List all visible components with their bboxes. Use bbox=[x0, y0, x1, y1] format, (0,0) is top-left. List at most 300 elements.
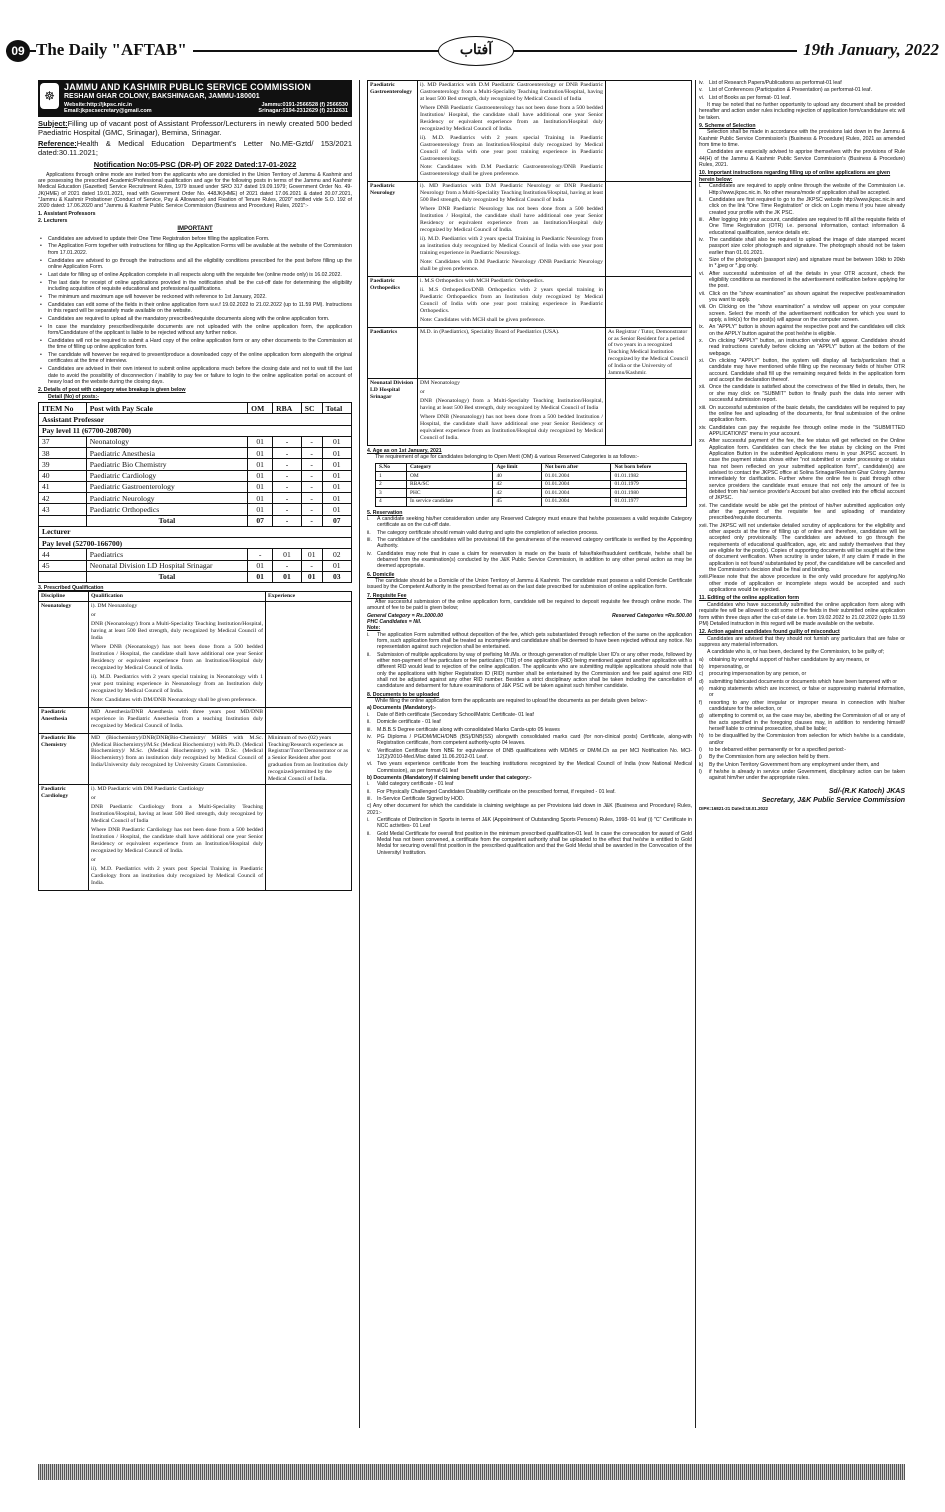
page-number: 09 bbox=[6, 40, 30, 62]
posts-total-cell: 01 bbox=[301, 571, 322, 582]
instruction-item: xiv. Candidates can pay the requisite fee through online mode in the "SUBMITTED APPLICATIONS" menu in your account. bbox=[699, 424, 905, 437]
reservation-item-text: The category certificate should remain valid during and upto the completion of selection process. bbox=[377, 529, 599, 536]
posts-row bbox=[39, 436, 352, 447]
qual-paragraph: or bbox=[91, 856, 96, 863]
misconduct-list bbox=[699, 657, 905, 782]
instruction-item-text: On clicking "APPLY" button, an instruction window will appear. Candidates should read instructions carefully before clicking an "APPLY" button at the bottom of the webpage. bbox=[709, 338, 905, 357]
instruction-item: xviii. Please note that the above procedure is the only valid procedure for applying.No other mode of application or incomplete steps would be accepted and such applications would be rejected. bbox=[699, 574, 905, 594]
intro-paragraph: Applications through online mode are invited from the applicants who are domiciled in the Union Territory of Jammu & Kashmir and are possessing the prescribed Academic/Professional qualification and age for the following posts in terms of the Jammu and Kashmir Medical Education (Gazetted) Service Recruitment Rules, 1979 issued under SRO 317 dated 19.09.1979; Government Order No. 49-JK(HME) of 2021 dated 19.01.2021, read with Government Order No. 448JK(HME) of 2021 dated 17.06.2021 & dated 20.07.2021, "Jammu & Kashmir Probationer (Conduct of Service, Pay & Allowance) and Fixation of Tenure Rules, 2020" notified vide S.O. 192 of 2020 dated: 17.06.2020 and "Jammu & Kashmir Public Service Commission (Business and Procedure) Rules, 2021":- bbox=[38, 171, 352, 210]
document-item: ii. For Physically Challenged Candidates Disability certificate on the prescribed format, if required - 01 leaf. bbox=[367, 788, 616, 795]
org-website: Website:http://jkpsc.nic.in bbox=[64, 101, 133, 108]
qualification-table bbox=[38, 591, 352, 890]
qual-discipline: Paediatric Cardiology bbox=[39, 785, 89, 890]
qual-paragraph: Note: Candidates with MCH shall be given preference. bbox=[420, 316, 546, 323]
instruction-item-text: Size of the photograph (passport size) and signature must be between 10kb to 20kb in *.jpeg or *.jpg only. bbox=[709, 256, 905, 270]
qual-paragraph: i. M.S Orthopedics with MCH Paediatric Orthopedics. bbox=[420, 277, 545, 284]
posts-cell: Paediatric Orthopedics bbox=[86, 504, 247, 515]
posts-cell: 01 bbox=[248, 560, 273, 571]
posts-header-cell: ITEM No bbox=[39, 403, 87, 414]
misconduct-item: a) obtaining by wrongful support of his/her candidature by any means, or bbox=[699, 656, 870, 663]
qual-paragraph: Where DNB Paediatric Neurology has not been done from a 500 bedded Institution / Hospital, the candidate shall have additional one year Senior Residency or equivalent experience from an Institution/Hospital duly recognized by Medical Council of India. bbox=[420, 206, 603, 234]
document-item-text: Domicile certificate - 01 leaf bbox=[377, 719, 441, 726]
misconduct-item-text: to be debarred either permanently or for a specified period:- bbox=[709, 747, 846, 754]
qual-paragraph: or bbox=[420, 389, 425, 396]
upload-note: It may be noted that no further opportunity to upload any document shall be provided hereafter and action under rules including rejection of application form/candidature etc will be taken. bbox=[699, 102, 905, 121]
misconduct-item: l) if he/she is already in service under Government, disciplinary action can be taken against him/her under the appropriate rules. bbox=[699, 769, 905, 782]
qual-paragraph: or bbox=[91, 795, 96, 802]
posts-total-cell: 07 bbox=[248, 515, 273, 526]
reservation-item: ii. The category certificate should remain valid during and upto the completion of selection process. bbox=[367, 529, 599, 536]
age-cell: 45 bbox=[493, 497, 542, 506]
misconduct-item-text: if he/she is already in service under Government, disciplinary action can be taken against him/her under the appropriate rules. bbox=[709, 769, 905, 782]
posts-cell: Neonatal Division LD Hospital Srinagar bbox=[86, 560, 247, 571]
posts-cell: - bbox=[248, 549, 273, 560]
document-item: iii. In-Service Certificate Signed by HOD. bbox=[367, 795, 465, 802]
age-row bbox=[376, 489, 687, 498]
age-row bbox=[376, 480, 687, 489]
posts-cell: - bbox=[273, 481, 302, 492]
qual-row bbox=[368, 276, 692, 327]
misconduct-item-text: making statements which are incorrect, or false or suppressing material information, or bbox=[709, 685, 905, 699]
domicile-text: The candidate should be a Domicile of the Union Territory of Jammu & Kashmir. The candidate must possess a valid Domicile Certificate issued by the Competent Authority in the prescribed format as on the last date prescribed for submission of online application form. bbox=[367, 577, 692, 591]
misconduct-item-text: By the Union Territory Government from any employment under them, and bbox=[709, 761, 880, 768]
reservation-item: iii. The candidature of the candidates will be provisional till the genuineness of the reserved category certificate is verified by the Appointing Authority. bbox=[367, 536, 692, 550]
reservation-item-text: A candidate seeking his/her consideration under any Reserved Category must ensure that he/she possesses a valid requisite Category certificate as on the cut-off date. bbox=[377, 515, 692, 529]
instruction-item-text: After successful payment of the fee, the fee status will get reflected on the Online Application form. Candidates can check the fee status by clicking on the Print Application Button in the submitted Applications menu in your JKPSC account. In case the payment status shows either "not submitted or under processing or status has not been reflected on your submitted application form", candidates(s) are advised to contact the JKPSC office at Solina Srinagar/Resham Ghar Colony Jammu immediately for clarification. Further where the online fee is paid through other service providers the candidate must ensure that not only the amount of fee is debited from his/ service provider's Account but also credited into the official account of JKPSC. bbox=[709, 438, 905, 502]
instruction-item: xiii. On successful submission of the basic details, the candidates will be required to pay the online fee and uploading of the documents, for final submission of the online application form. bbox=[699, 404, 905, 424]
posts-cell: 01 bbox=[322, 481, 351, 492]
instruction-item: vi. After successful submission of all the details in your OTR account, check the eligibility conditions as mentioned in the advertisement notification before applying for the post. bbox=[699, 270, 905, 290]
documents-text: While filing the online application form the applicants are required to upload the documents as per details given below:- bbox=[375, 698, 648, 705]
important-item: • The candidate will however be required to present/produce a downloaded copy of the online application form alongwith the original certificates at the time of interview. bbox=[48, 352, 352, 365]
qual-paragraph: ii). M.D. Paediatrics with 2 years special Training in Paediatric Gastroenterology from an Institution/Hospital duly recognized by Medical Council of India with one year post training experience in Paediatric Gastroenterology. bbox=[420, 134, 603, 162]
important-item: • Last date for filling up of online Application complete in all respects along with the requisite fee (online mode only) is 16.02.2022. bbox=[48, 272, 352, 278]
qual-paragraph: DNB (Neonatology) from a Multi-Specialty Teaching Institution/Hospital, having at least 500 Bed strength, duly recognized by Medical Council of India bbox=[420, 398, 603, 412]
reservation-item-text: Candidates may note that in case a claim for reservation is made on the basis of false/fake/fraudulent certificate, he/she shall be debarred from the examination(s) conducted by the J&K Public Service Commission, in addition to any other penal action as may be deemed appropriate. bbox=[377, 550, 692, 570]
selection-text: Selection shall be made in accordance with the provisions laid down in the Jammu & Kashmir Public Service Commission's (Business & Procedure) Rules, 2021 as amended from time to time. bbox=[699, 129, 905, 149]
age-cell: 01.01.2004 bbox=[542, 497, 611, 506]
instruction-item-text: After successful submission of all the details in your OTR account, check the eligibility conditions as mentioned in the advertisement notification before applying for the post. bbox=[709, 270, 905, 290]
age-cell: In service candidate bbox=[406, 497, 493, 506]
qual-paragraph: ii). M.D. Paediatrics with 2 years special training in Neonatology with 1 year post training experience in Neonatology from an Institution duly recognized by Medical Council of India. bbox=[91, 673, 263, 694]
qual-qualification bbox=[418, 327, 606, 379]
document-item: i. Valid category certificate - 01 leaf bbox=[367, 781, 454, 788]
qual-row bbox=[39, 785, 352, 890]
documents-category-list bbox=[367, 781, 692, 802]
qual-experience bbox=[606, 182, 692, 276]
important-item: • The Application Form together with instructions for filling up the Application Forms will be available at the website of the Commission from 17.01.2022. bbox=[48, 243, 352, 256]
qualification-heading: 3. Prescribed Qualification bbox=[38, 585, 104, 592]
document-item-text: Valid category certificate - 01 leaf bbox=[377, 781, 454, 788]
qual-discipline: Neonatal Division LD Hospital Srinagar bbox=[368, 379, 418, 446]
reservation-item: iv. Candidates may note that in case a claim for reservation is made on the basis of false/fake/fraudulent certificate, he/she shall be debarred from the examination(s) conducted by the J&K Public Service Commission, in addition to any other penal action as may be deemed appropriate. bbox=[367, 550, 692, 570]
editing-text: Candidates who have successfully submitted the online application form along with requisite fee will be allowed to edit some of the fields in their submitted online application form within three days after the cut-of date i.e. from 19.02.2022 to 21.02.2022 (upto 11.59 PM) Detailed instruction in this regard will be made available on the website. bbox=[699, 601, 905, 627]
age-row bbox=[376, 472, 687, 481]
fee-text: After successful submission of the online application form, candidate will be required to deposit requisite fee through online mode. The amount of fee to be paid is given below; bbox=[367, 598, 692, 612]
misconduct-heading: 12. Action against candidates found guilty of misconduct bbox=[699, 629, 840, 636]
posts-cell: 01 bbox=[322, 493, 351, 504]
qual-experience: Minimum of two (02) years Teaching/Research experience as Registrar/Tutor/Demonstrator or as a Senior Resident after post graduation from an Institution duly recognized/permitted by the Medical Council of India. bbox=[266, 733, 352, 785]
posts-cell: Neonatology bbox=[86, 436, 247, 447]
org-address: RESHAM GHAR COLONY, BAKSHINAGAR, JAMMU-180001 bbox=[64, 92, 260, 100]
qual-qualification bbox=[89, 733, 266, 785]
posts-cell: 01 bbox=[273, 549, 302, 560]
documents-weightage-list bbox=[367, 817, 692, 856]
qual-paragraph: i). DM Neonatology bbox=[91, 603, 138, 610]
important-item: • Candidates are advised in their own interest to submit online applications much before the closing date and not to wait till the last date to avoid the possibility of disconnection / inability to pay fee or failure to login to the online application portal on account of heavy load on the website during the closing days. bbox=[48, 366, 352, 385]
instruction-item: xv. After successful payment of the fee, the fee status will get reflected on the Online Application form. Candidates can check the fee status by clicking on the Print Application Button in the submitted Applications menu in your JKPSC account. In case the payment status shows either "not submitted or under processing or status has not been reflected on your submitted application form", candidates(s) are advised to contact the JKPSC office at Solina Srinagar/Resham Ghar Colony Jammu immediately for clarification. Further where the online fee is paid through other service providers the candidate must ensure that not only the amount of fee is debited from his/ service provider's Account but also credited into the official account of JKPSC. bbox=[699, 438, 905, 502]
document-item: v. List of Conferences (Participation & Presentation) as performat-01 leaf. bbox=[699, 87, 872, 94]
important-heading: IMPORTANT bbox=[177, 226, 213, 233]
age-cell: 1 bbox=[376, 472, 407, 481]
posts-total-cell: - bbox=[301, 515, 322, 526]
qual-discipline: Paediatric Gastroenterology bbox=[368, 81, 418, 182]
qual-paragraph: M.D. in (Paediatrics), Speciality Board of Paediatrics (USA). bbox=[420, 328, 560, 335]
posts-cell: 01 bbox=[248, 493, 273, 504]
posts-cell: - bbox=[273, 504, 302, 515]
newspaper-title: The Daily "AFTAB" bbox=[36, 40, 193, 61]
age-cell: 40 bbox=[493, 472, 542, 481]
posts-header-cell: OM bbox=[248, 403, 273, 414]
qual-qualification bbox=[418, 182, 606, 276]
fee-reserved: Reserved Categories =Rs.500.00 bbox=[611, 612, 692, 619]
qual-qualification bbox=[89, 707, 266, 733]
posts-total-cell: 01 bbox=[248, 571, 273, 582]
posts-cell: - bbox=[301, 481, 322, 492]
documents-weightage-list-continued bbox=[699, 80, 905, 101]
qual-paragraph: DM Neonatology bbox=[420, 380, 460, 387]
posts-total-cell: Total bbox=[86, 515, 247, 526]
instruction-item-text: On Clicking on the "show examination" a window will appear on your computer screen. Select the month of the advertisement notification for which you want to apply, a link(s) for the post(s) will appear on the computer screen. bbox=[709, 304, 905, 324]
posts-header-cell: Total bbox=[322, 403, 351, 414]
instruction-item: ix. An "APPLY" button is shown against the respective post and the candidates will click on the APPLY button against the post he/she is eligible. bbox=[699, 324, 905, 337]
document-item: iii. M.B.B.S Degree certificate along with consolidated Marks Cards-upto 05 leaves bbox=[367, 726, 560, 733]
age-row bbox=[376, 497, 687, 506]
subject: Subject:Filling up of vacant post of Assistant Professor/Lecturers in newly created 500 beded Paediatric Hospital (GMC, Srinagar), Bemina, Srinagar. bbox=[38, 118, 352, 137]
misconduct-text: Candidates are advised that they should not furnish any particulars that are false or suppress any material information. bbox=[699, 635, 905, 648]
misconduct-item: b) impersonating, or bbox=[699, 663, 750, 670]
posts-cell: 45 bbox=[39, 560, 87, 571]
instruction-item: xvi. The candidate would be able get the printout of his/her submitted application only after the payment of the requisite fee and uploading of mandatory prescribed/requisite documents. bbox=[699, 502, 905, 522]
document-item: ii. Gold Medal Certificate for overall first position in the minimum prescribed qualification-01 leaf. In case the convocation for award of Gold Medal has not been convened, a certificate from the competent authority shall be uploaded to the effect that he/she is entitled to Gold Medal for securing overall first position in the prescribed qualification and that the Gold Medal shall be awarded in the Convocation of the University/ Institution. bbox=[367, 830, 692, 856]
instruction-item-text: Candidates are first required to go to the JKPSC website http://www.jkpsc.nic.in and click on the link "One Time Registration" or click on Login menu if you have already created your profile with the JK PSC. bbox=[709, 196, 905, 216]
age-cell: PHC bbox=[406, 489, 493, 498]
qual-row bbox=[368, 379, 692, 446]
misconduct-item-text: attempting to commit or, as the case may be, abetting the Commission of all or any of the acts specified in the foregoing clauses may, in addition to rendering himself/ herself liable to criminal prosecution, shall be liable; bbox=[709, 713, 905, 732]
age-cell: 42 bbox=[493, 480, 542, 489]
note-list bbox=[367, 632, 692, 690]
posts-cell: - bbox=[273, 436, 302, 447]
document-item-text: List of Research Papers/Publications as performat-01 leaf bbox=[709, 80, 842, 86]
instruction-item: i. Candidates are required to apply online through the website of the Commission i.e. Http://www.jkpsc.nic.in. No other means/mode of application shall be accepted. bbox=[699, 183, 905, 196]
posts-cell: 01 bbox=[322, 459, 351, 470]
age-cell: 42 bbox=[493, 489, 542, 498]
posts-table bbox=[38, 402, 352, 583]
qual-discipline: Paediatric Neurology bbox=[368, 182, 418, 276]
instruction-item-text: After logging into your account, candidates are required to fill all the requisite fields of One Time Registration (OTR) i.e. personal information, contact information & educational qualification, service details etc. bbox=[709, 216, 905, 236]
important-item: • The minimum and maximum age will however be reckoned with reference to 1st January, 2022. bbox=[48, 294, 352, 300]
posts-row bbox=[39, 493, 352, 504]
org-jammu-phone: Jammu:0191-2566528 (f) 2566530 bbox=[261, 101, 348, 108]
posts-cell: Paediatric Cardiology bbox=[86, 470, 247, 481]
column-divider bbox=[695, 80, 696, 1428]
signature: Sd/-(R.K Katoch) JKAS bbox=[828, 787, 905, 795]
org-srinagar-phone: Srinagar:0194-2312629 (f) 2312631 bbox=[258, 108, 348, 115]
posts-cell: 01 bbox=[322, 436, 351, 447]
posts-total-cell bbox=[39, 571, 87, 582]
misconduct-item: i) to be debarred either permanently or for a specified period:- bbox=[699, 747, 846, 754]
fee-heading: 7. Requisite Fee bbox=[367, 592, 407, 599]
misconduct-item: j) By the Commission from any selection held by them. bbox=[699, 754, 830, 761]
posts-total-cell: 07 bbox=[322, 515, 351, 526]
note-label: Note: bbox=[367, 625, 381, 632]
assistant-professor-pay-cell: Pay level 11 (67700-208700) bbox=[39, 425, 352, 436]
column-3 bbox=[699, 80, 905, 1428]
qual-header-cell: Experience bbox=[266, 592, 352, 602]
posts-cell: 01 bbox=[322, 448, 351, 459]
qual-qualification bbox=[89, 602, 266, 707]
issue-date: 19th January, 2022 bbox=[797, 40, 939, 61]
reservation-list bbox=[367, 516, 692, 570]
age-cell: 01.01.2004 bbox=[542, 489, 611, 498]
posts-cell: Paediatric Anesthesia bbox=[86, 448, 247, 459]
qual-paragraph: Where DNB (Neonatology) has not been done from a 500 bedded Institution / Hospital, the candidate shall have additional one year Senior Residency or equivalent experience from an Institution/Hospital duly recognized by Medical Council of India. bbox=[420, 414, 603, 441]
qualification-table-continued bbox=[367, 80, 692, 446]
details-heading: 2. Details of post with category wise breakup is given below bbox=[38, 387, 186, 394]
masthead bbox=[6, 40, 939, 72]
note-item: i. The application Form submitted without deposition of the fee, which gets substantiated through reflection of the same on the application form, such application form shall be treated as incomplete and candidature shall be deemed to have been rejected without any notice. No representation against such rejection shall be entertained. bbox=[367, 631, 692, 651]
posts-cell: 40 bbox=[39, 470, 87, 481]
misconduct-item-text: submitting fabricated documents or documents which have been tampered with or bbox=[709, 678, 898, 685]
qual-paragraph: DNB Paediatric Cardiology from a Multi-Speciality Teaching Institution/Hospital, having at least 500 Bed strength, duly recognized by Medical Council of India bbox=[91, 804, 263, 825]
posts-cell: - bbox=[301, 560, 322, 571]
document-item-text: Date of Birth certificate (Secondary School/Matric Certificate- 01 leaf bbox=[377, 711, 534, 718]
age-cell: 2 bbox=[376, 480, 407, 489]
posts-header-cell: SC bbox=[301, 403, 322, 414]
important-item: • Candidates are required to upload all the mandatory prescribed/requisite documents along with the online application form. bbox=[48, 316, 352, 322]
qual-row bbox=[368, 182, 692, 276]
documents-heading: 8. Documents to be uploaded bbox=[367, 691, 440, 698]
misconduct-item: k) By the Union Territory Government from any employment under them, and bbox=[699, 761, 880, 768]
notification-number: Notification No:05-PSC (DR-P) OF 2022 Dated:17-01-2022 bbox=[93, 160, 297, 170]
qual-header-cell: Discipline bbox=[39, 592, 89, 602]
qual-experience bbox=[266, 785, 352, 890]
document-item: iv. PG Diploma / PG/DM/MCH/DNB (BS)/DNB(SS) alongwith consolidated marks card (for non-clinical posts) Certificate, along-with Registration certificate, from competent authority-upto 04 leaves. bbox=[367, 733, 692, 747]
selection-text: Candidates are especially advised to apprise themselves with the provisions of Rule 44(H) of the Jammu & Kashmir Public Service Commission's (Business & Procedure) Rules, 2021. bbox=[699, 149, 905, 169]
posts-total-cell: 01 bbox=[273, 571, 302, 582]
posts-row bbox=[39, 549, 352, 560]
instruction-item-text: Click on the "show examination" as shown against the respective post/examination you want to apply. bbox=[709, 290, 905, 303]
lecturer-heading-cell: Lecturer bbox=[39, 526, 352, 537]
instruction-item: iv. The candidate shall also be required to upload the image of date stamped recent passport size color photograph and signature. The photograph should not be taken earlier than 01.01.2021. bbox=[699, 236, 905, 256]
posts-cell: 44 bbox=[39, 549, 87, 560]
document-item-text: Two years experience certificate from the teaching institutions recognized by the Medical Council of India (now National Medical Commission), as per format-01 leaf bbox=[377, 761, 692, 774]
misconduct-subtext: A candidate who is, or has been, declared by the Commission, to be guilty of; bbox=[707, 649, 885, 656]
posts-cell: - bbox=[301, 493, 322, 504]
posts-cell: 01 bbox=[248, 470, 273, 481]
instruction-item-text: Once the candidate is satisfied about the correctness of the filled in details, then, he or she may click on "SUBMIT" button to finally push the data into server with successful submission report. bbox=[709, 384, 905, 404]
misconduct-item-text: procuring impersonation by any person, or bbox=[709, 671, 807, 678]
assistant-professor-heading bbox=[39, 414, 352, 425]
reference: Reference:Health & Medical Education Department's Letter No.ME-Gztd/ 153/2021 dated:30.11.2021; bbox=[38, 139, 352, 157]
qual-paragraph: Note: Candidates with DM/DNB Neonatology shall be given preference. bbox=[91, 696, 257, 703]
posts-row bbox=[39, 470, 352, 481]
posts-total-cell: 03 bbox=[322, 571, 351, 582]
fee-phc: PHC Candidates = Nil. bbox=[367, 619, 422, 625]
qual-experience: As Registrar / Tutor, Demonstrator or as Senior Resident for a period of two years in a recognized Teaching Medical Institution recognized by the Medical Council of India or the University of Jammu/Kashmir. bbox=[606, 327, 692, 379]
posts-total-row bbox=[39, 571, 352, 582]
instruction-item: vii. Click on the "show examination" as shown against the respective post/examination you want to apply. bbox=[699, 290, 905, 303]
age-cell: 01.01.2004 bbox=[542, 480, 611, 489]
misconduct-item: g) attempting to commit or, as the case may be, abetting the Commission of all or any of the acts specified in the foregoing clauses may, in addition to rendering himself/ herself liable to criminal prosecution, shall be liable; bbox=[699, 713, 905, 732]
posts-cell: - bbox=[301, 436, 322, 447]
posts-cell: 01 bbox=[248, 459, 273, 470]
posts-cell: 42 bbox=[39, 493, 87, 504]
document-item-text: In-Service Certificate Signed by HOD. bbox=[377, 795, 465, 802]
posts-row bbox=[39, 504, 352, 515]
posts-row bbox=[39, 481, 352, 492]
document-item-text: List of Books as per format- 01 leaf. bbox=[709, 94, 791, 101]
instructions-heading: 10. Important instructions regarding filling up of online applications are given herein below: bbox=[699, 170, 891, 183]
qual-paragraph: Where DNB (Neonatology) has not been done from a 500 bedded Institution / Hospital, the candidate shall have additional one year Senior Residency or equivalent experience from an Institution/Hospital duly recognized by Medical Council of India. bbox=[91, 644, 263, 671]
fee-general: General Category = Rs.1000.00 bbox=[367, 612, 443, 619]
age-cell: 01.01.1979 bbox=[611, 480, 687, 489]
document-item-text: Verification Certificate from NBE for equivalence of DNB qualifications with MD/MS or DM/M.Ch as per MCI Notification No. MCI-12(2)/2010-Med.Misc dated 11.06.2012-01 Leaf. bbox=[377, 747, 692, 760]
qual-discipline: Paediatric Bio Chemistry bbox=[39, 733, 89, 785]
post-item: 1. Assistant Professors bbox=[38, 210, 96, 217]
misconduct-item: h) to be disqualified by the Commission from selection for which he/she is a candidate, and/or bbox=[699, 733, 905, 746]
qual-paragraph: ii). M.D. Paediatrics with 2 years post Special Training in Paediatric Cardiology from an institution duly recognized by Medical Council of India. bbox=[91, 865, 263, 886]
lecturer-heading bbox=[39, 526, 352, 537]
posts-cell: 01 bbox=[322, 560, 351, 571]
newspaper-logo: آفتاب bbox=[438, 36, 514, 66]
instruction-item-text: On clicking "APPLY" button, the system will display all facts/particulars that a candidate may have mentioned while filling up the necessary fields of his/her OTR account. Candidate shall fill up the remaining required fields in the application form and accept the declaration thereof. bbox=[709, 358, 905, 384]
qual-experience bbox=[606, 379, 692, 446]
qual-row bbox=[39, 707, 352, 733]
selection-heading: 9. Scheme of Selection bbox=[699, 123, 756, 130]
posts-header-cell: RBA bbox=[273, 403, 302, 414]
document-item-text: List of Conferences (Participation & Presentation) as performat-01 leaf. bbox=[709, 87, 872, 94]
signatory-title: Secretary, J&K Public Service Commission bbox=[761, 797, 905, 805]
qual-row bbox=[368, 327, 692, 379]
posts-cell: 38 bbox=[39, 448, 87, 459]
instruction-item: ii. Candidates are first required to go to the JKPSC website http://www.jkpsc.nic.in and click on the link "One Time Registration" or click on Login menu if you have already created your profile with the JK PSC. bbox=[699, 196, 905, 216]
important-item: • The last date for receipt of online applications provided in the notification shall be the cut-off date for determining the eligibility including acquisition of requisite educational and professional qualifications. bbox=[48, 280, 352, 293]
editing-heading: 11. Editing of the online application form bbox=[699, 595, 800, 602]
instruction-item: xvii. The JKPSC will not undertake detailed scrutiny of applications for the eligibility and other aspects at the time of filling up of online and therefore, candidature will be accepted only provisionally. The candidates are advised to go through the requirements of educational qualification, age, etc and satisfy themselves that they are eligible for the post(s). Copies of supporting documents will be sought at the time of document verification. When scrutiny is under taken, if any claim if made in the application is not found/ substantiated by proof, the candidature will be cancelled and the Commission's decision shall be final and binding. bbox=[699, 522, 905, 574]
instruction-item-text: The candidate shall also be required to upload the image of date stamped recent passport size color photograph and signature. The photograph should not be taken earlier than 01.01.2021. bbox=[709, 236, 905, 256]
posts-cell: 41 bbox=[39, 481, 87, 492]
qual-qualification bbox=[89, 785, 266, 890]
qual-experience bbox=[266, 602, 352, 707]
column-1 bbox=[38, 80, 352, 1428]
posts-cell: - bbox=[273, 560, 302, 571]
column-divider bbox=[359, 80, 360, 1428]
instruction-item: iii. After logging into your account, candidates are required to fill all the requisite fields of One Time Registration (OTR) i.e. personal information, contact information & educational qualification, service details etc. bbox=[699, 216, 905, 236]
instruction-item-text: Candidates can pay the requisite fee through online mode in the "SUBMITTED APPLICATIONS" menu in your account. bbox=[709, 424, 905, 437]
qual-qualification bbox=[418, 276, 606, 327]
qual-experience bbox=[266, 707, 352, 733]
documents-category-heading: b) Documents (Mandatory) if claiming benefit under that category:- bbox=[367, 774, 532, 781]
assistant-professor-heading-cell: Assistant Professor bbox=[39, 414, 352, 425]
assistant-professor-pay bbox=[39, 425, 352, 436]
posts-row bbox=[39, 560, 352, 571]
posts-row bbox=[39, 459, 352, 470]
reservation-item-text: The candidature of the candidates will be provisional till the genuineness of the reserved category certificate is verified by the Appointing Authority. bbox=[377, 536, 692, 550]
note-item: ii. Submission of multiple applications by way of prefixing Mr./Ms. or through generation of multiple User ID's or any other mode, followed by either non-payment of fee particulars or fee particulars (TID) of one application (RID) being mentioned against another application with a different RID would lead to rejection of the online application. The applicants who are submitting multiple applications should note that only the applications with higher Registration ID (RID) number shall be entertained by the Commission and fee paid against one RID shall not be adjusted against any other RID number. Besides a strict disciplinary action shall be taken including the cancellation of candidature and debarment for future examinations of J&K PSC will be taken against such him/her candidate. bbox=[367, 651, 692, 690]
age-cell: 3 bbox=[376, 489, 407, 498]
posts-total-cell: Total bbox=[86, 571, 247, 582]
posts-cell: 01 bbox=[322, 504, 351, 515]
age-header-cell: S.No bbox=[376, 463, 407, 472]
age-intro: The requirement of age for candidates belonging to Open Merit (OM) & various Reserved Categories is as follows:- bbox=[375, 454, 639, 461]
instructions-list bbox=[699, 183, 905, 593]
org-header bbox=[38, 80, 352, 117]
important-item: • Candidates are advised to go through the instructions and all the eligibility conditions prescribed for the post before filling up the online Application Form. bbox=[48, 258, 352, 271]
posts-header-cell: Post with Pay Scale bbox=[86, 403, 247, 414]
qual-paragraph: i). MD Paediatrics with D.M Paediatric Neurology or DNB Paediatric Neurology from a Multi-Speciality Teaching Institution/Hospital, having at least 500 Bed strength, duly recognized by Medical Council of India bbox=[420, 183, 603, 204]
age-table bbox=[375, 463, 687, 507]
qual-paragraph: Where DNB Paediatric Gastroenterology has not been done from a 500 bedded Institution/ Hospital, the candidate shall have additional one year Senior Residency or equivalent experience from an Institution/Hospital duly recognized by Medical Council of India. bbox=[420, 104, 603, 132]
age-header-cell: Not born before bbox=[611, 463, 687, 472]
domicile-heading: 6. Domicile bbox=[367, 571, 395, 578]
qual-paragraph: MD (Biochemistry)/DNB(DNB(Bio-Chemistry/ MBBS with M.Sc. (Medical Biochemistry)/M.Sc (Medical Biochemistry) with Ph.D. (Medical Biochemistry)/ M.Sc. (Medical Biochemistry) with D.Sc. (Medical Biochemistry) from an institution duly recognized by Medical Council of India/University duly recognized by University Grants Commission. bbox=[91, 734, 264, 769]
qual-row bbox=[39, 602, 352, 707]
posts-row bbox=[39, 448, 352, 459]
posts-cell: 01 bbox=[301, 549, 322, 560]
posts-cell: Paediatrics bbox=[86, 549, 247, 560]
dipr-number: DIPK:16821-21 Dated:18.01.2022 bbox=[699, 805, 769, 811]
document-item: ii. Domicile certificate - 01 leaf bbox=[367, 719, 441, 726]
important-item: • Candidates are advised to update their One Time Registration before filling the application Form. bbox=[48, 236, 352, 242]
qual-row bbox=[39, 733, 352, 785]
document-item-text: Gold Medal Certificate for overall first position in the minimum prescribed qualification-01 leaf. In case the convocation for award of Gold Medal has not been convened, a certificate from the competent authority shall be uploaded to the effect that he/she is entitled to Gold Medal for securing overall first position in the prescribed qualification and that the Gold Medal shall be awarded in the Convocation of the University/ Institution. bbox=[377, 830, 692, 856]
qual-experience bbox=[606, 81, 692, 182]
instruction-item-text: The candidate would be able get the printout of his/her submitted application only after the payment of the requisite fee and uploading of mandatory prescribed/requisite documents. bbox=[709, 502, 905, 522]
important-item: • Candidates can edit some of the fields in their online application form w.e.f 19.02.2022 to 21.02.2022 (up to 11.59 PM). Instructions in this regard will be separately made available on the website. bbox=[48, 302, 352, 315]
misconduct-item-text: By the Commission from any selection held by them. bbox=[709, 754, 830, 761]
posts-cell: - bbox=[273, 448, 302, 459]
reservation-item: i. A candidate seeking his/her consideration under any Reserved Category must ensure that he/she possesses a valid requisite Category certificate as on the cut-off date. bbox=[367, 515, 692, 529]
age-header-cell: Not born after bbox=[542, 463, 611, 472]
state-emblem-icon: ☸ bbox=[40, 83, 59, 109]
posts-cell: 39 bbox=[39, 459, 87, 470]
misconduct-item-text: obtaining by wrongful support of his/her candidature by any means, or bbox=[709, 656, 870, 663]
details-subheading: Detail (No) of posts:- bbox=[48, 393, 100, 400]
document-item: vi. List of Books as per format- 01 leaf. bbox=[699, 94, 791, 101]
important-list bbox=[38, 236, 352, 386]
qual-qualification bbox=[418, 379, 606, 446]
post-item: 2. Lecturers bbox=[38, 217, 68, 224]
misconduct-item-text: resorting to any other irregular or improper means in connection with his/her candidature for the selection, or bbox=[709, 699, 905, 712]
misconduct-item: e) making statements which are incorrect, or false or suppressing material information, or bbox=[699, 685, 905, 699]
posts-cell: 01 bbox=[248, 436, 273, 447]
age-cell: OM bbox=[406, 472, 493, 481]
instruction-item: viii. On Clicking on the "show examination" a window will appear on your computer screen. Select the month of the advertisement notification for which you want to apply, a link(s) for the post(s) will appear on the computer screen. bbox=[699, 304, 905, 324]
documents-mandatory-heading: a) Documents (Mandatory):- bbox=[367, 705, 436, 712]
document-item-text: PG Diploma / PG/DM/MCH/DNB (BS)/DNB(SS) alongwith consolidated marks card (for non-clinical posts) Certificate, along-with Registration certificate, from competent authority-upto 04 leaves. bbox=[377, 733, 692, 747]
important-item: • In case the mandatory prescribed/requisite documents are not uploaded with the online application form, the application form/Candidature of the applicant is liable to be rejected without any further notice. bbox=[48, 324, 352, 337]
qual-header-cell: Qualification bbox=[89, 592, 266, 602]
column-2 bbox=[367, 80, 692, 1428]
qual-qualification bbox=[418, 81, 606, 182]
instruction-item-text: An "APPLY" button is shown against the respective post and the candidates will click on the APPLY button against the post he/she is eligible. bbox=[709, 324, 905, 337]
posts-cell: - bbox=[273, 470, 302, 481]
reservation-heading: 5. Reservation bbox=[367, 509, 403, 516]
document-item: iv. List of Research Papers/Publications as performat-01 leaf bbox=[699, 80, 842, 86]
document-item: v. Verification Certificate from NBE for equivalence of DNB qualifications with MD/MS or DM/M.Ch as per MCI Notification No. MCI-12(2)/2010-Med.Misc dated 11.06.2012-01 Leaf. bbox=[367, 747, 692, 760]
posts-cell: Paediatric Neurology bbox=[86, 493, 247, 504]
